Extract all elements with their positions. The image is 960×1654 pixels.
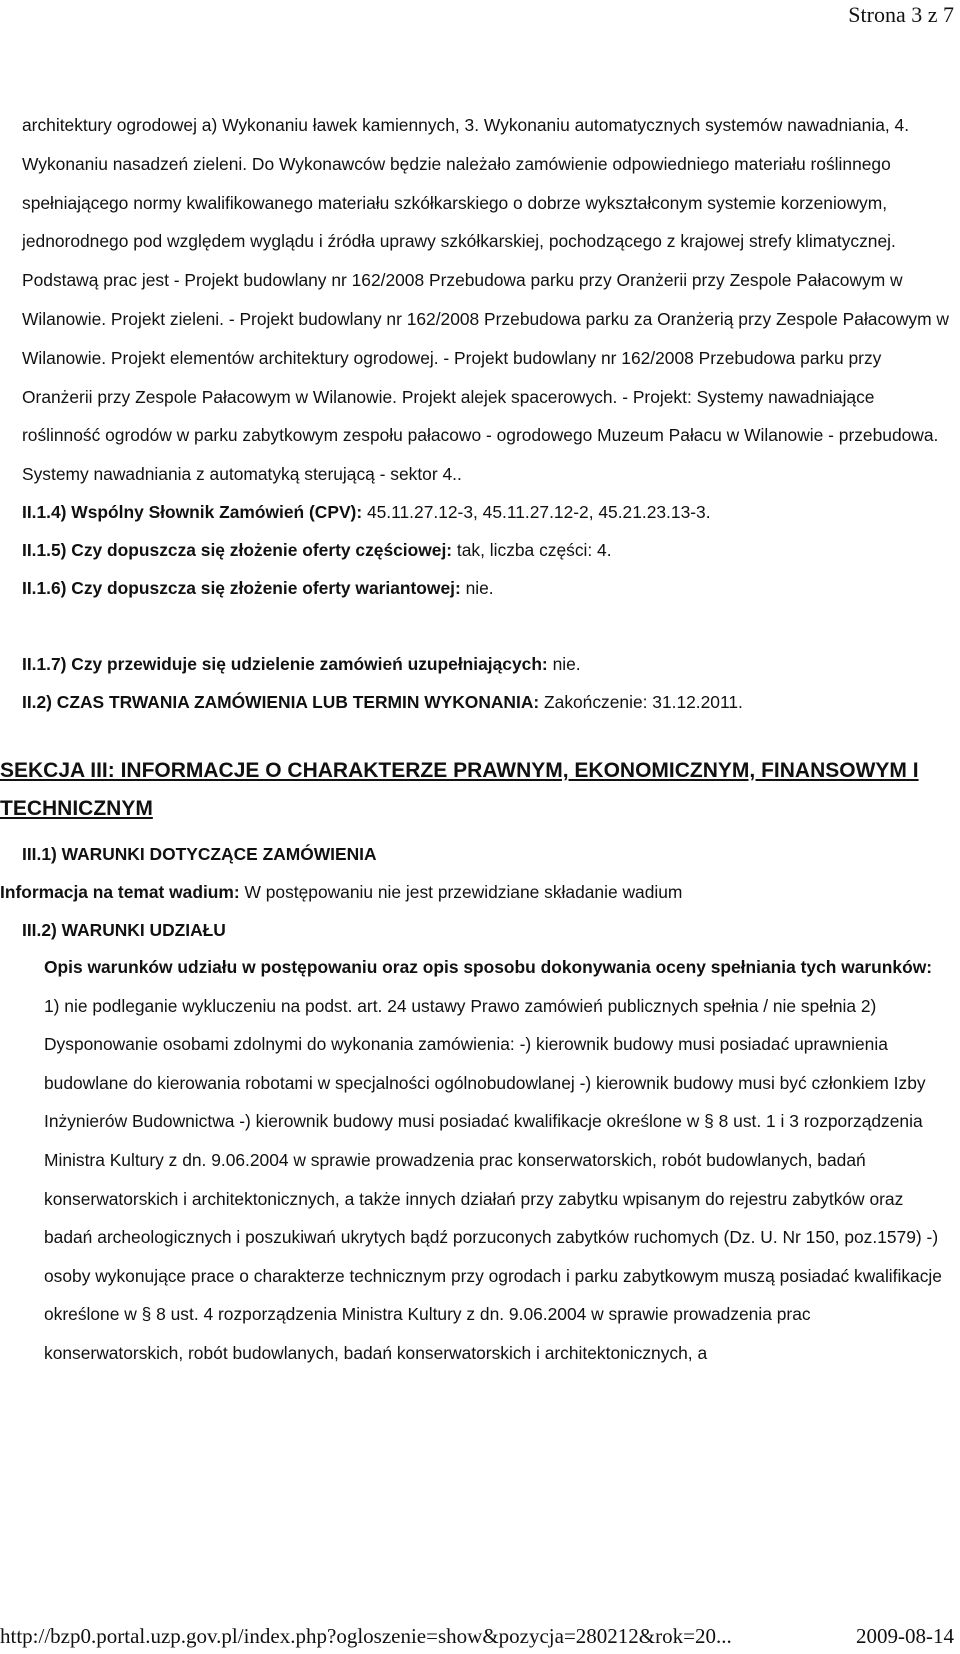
cpv-item bbox=[22, 500, 950, 524]
footer-url: http://bzp0.portal.uzp.gov.pl/index.php?ogloszenie=show&pozycja=280212&rok=20... bbox=[0, 1624, 732, 1648]
deposit-value: W postępowaniu nie jest przewidziane składanie wadium bbox=[239, 881, 683, 902]
document-body bbox=[0, 106, 950, 1373]
section-3-title: SEKCJA III: INFORMACJE O CHARAKTERZE PRAWNYM, EKONOMICZNYM, FINANSOWYM I TECHNICZNYM bbox=[0, 758, 919, 820]
partial-offer-label: II.1.5) Czy dopuszcza się złożenie oferty częściowej: bbox=[22, 539, 453, 560]
cpv-value: 45.11.27.12-3, 45.11.27.12-2, 45.21.23.13-3. bbox=[362, 501, 711, 522]
deposit-item bbox=[0, 880, 950, 904]
supplementary-orders-item bbox=[22, 652, 950, 676]
variant-offer-item bbox=[22, 576, 950, 600]
subsection-3-1-heading: III.1) WARUNKI DOTYCZĄCE ZAMÓWIENIA bbox=[22, 843, 377, 864]
variant-offer-label: II.1.6) Czy dopuszcza się złożenie oferty wariantowej: bbox=[22, 577, 461, 598]
duration-value: Zakończenie: 31.12.2011. bbox=[539, 691, 743, 712]
footer-date: 2009-08-14 bbox=[856, 1624, 954, 1648]
duration-item bbox=[22, 690, 950, 714]
participation-conditions-text: 1) nie podleganie wykluczeniu na podst. art. 24 ustawy Prawo zamówień publicznych spełnia / nie spełnia 2) Dysponowanie osobami zdolnymi do wykonania zamówienia: -) kierownik budowy musi posiadać uprawnienia budowlane do kierowania robotami w specjalności ogólnobudowlanej -) kierownik budowy musi być członkiem Izby Inżynierów Budownictwa -) kierownik budowy musi posiadać kwalifikacje określone w § 8 ust. 1 i 3 rozporządzenia Ministra Kultury z dn. 9.06.2004 w sprawie prowadzenia prac konserwatorskich, robót budowlanych, badań konserwatorskich i architektonicznych, a także innych działań przy zabytku wpisanym do rejestru zabytków oraz badań archeologicznych i poszukiwań ukrytych bądź porzuconych zabytków ruchomych (Dz. U. Nr 150, poz.1579) -) osoby wykonujące prace o charakterze technicznym przy ogrodach i parku zabytkowym muszą posiadać kwalifikacje określone w § 8 ust. 4 rozporządzenia Ministra Kultury z dn. 9.06.2004 w sprawie prowadzenia prac konserwatorskich, robót budowlanych, badań konserwatorskich i architektonicznych, a bbox=[44, 995, 942, 1363]
participation-conditions-label: Opis warunków udziału w postępowaniu oraz opis sposobu dokonywania oceny spełniania tych warunków: bbox=[44, 956, 933, 977]
duration-label: II.2) CZAS TRWANIA ZAMÓWIENIA LUB TERMIN WYKONANIA: bbox=[22, 691, 540, 712]
participation-conditions bbox=[44, 948, 950, 1373]
partial-offer-value: tak, liczba części: 4. bbox=[452, 539, 612, 560]
partial-offer-item bbox=[22, 538, 950, 562]
variant-offer-value: nie. bbox=[460, 577, 494, 598]
supplementary-orders-label: II.1.7) Czy przewiduje się udzielenie zamówień uzupełniających: bbox=[22, 653, 548, 674]
subsection-3-2-heading: III.2) WARUNKI UDZIAŁU bbox=[22, 919, 226, 940]
deposit-label: Informacja na temat wadium: bbox=[0, 881, 240, 902]
page-number: Strona 3 z 7 bbox=[848, 2, 954, 27]
supplementary-orders-value: nie. bbox=[547, 653, 581, 674]
footer bbox=[0, 1624, 954, 1649]
cpv-label: II.1.4) Wspólny Słownik Zamówień (CPV): bbox=[22, 501, 363, 522]
intro-paragraph: architektury ogrodowej a) Wykonaniu ławek kamiennych, 3. Wykonaniu automatycznych systemów nawadniania, 4. Wykonaniu nasadzeń zieleni. Do Wykonawców będzie należało zamówienie odpowiedniego materiału roślinnego spełniającego normy kwalifikowanego materiału szkółkarskiego o dobrze wykształconym systemie korzeniowym, jednorodnego pod względem wyglądu i źródła uprawy szkółkarskiej, pochodzącego z krajowej strefy klimatycznej. Podstawą prac jest - Projekt budowlany nr 162/2008 Przebudowa parku przy Oranżerii przy Zespole Pałacowym w Wilanowie. Projekt zieleni. - Projekt budowlany nr 162/2008 Przebudowa parku za Oranżerią przy Zespole Pałacowym w Wilanowie. Projekt elementów architektury ogrodowej. - Projekt budowlany nr 162/2008 Przebudowa parku przy Oranżerii przy Zespole Pałacowym w Wilanowie. Projekt alejek spacerowych. - Projekt: Systemy nawadniające roślinność ogrodów w parku zabytkowym zespołu pałacowo - ogrodowego Muzeum Pałacu w Wilanowie - przebudowa. Systemy nawadniania z automatyką sterującą - sektor 4.. bbox=[22, 115, 949, 485]
